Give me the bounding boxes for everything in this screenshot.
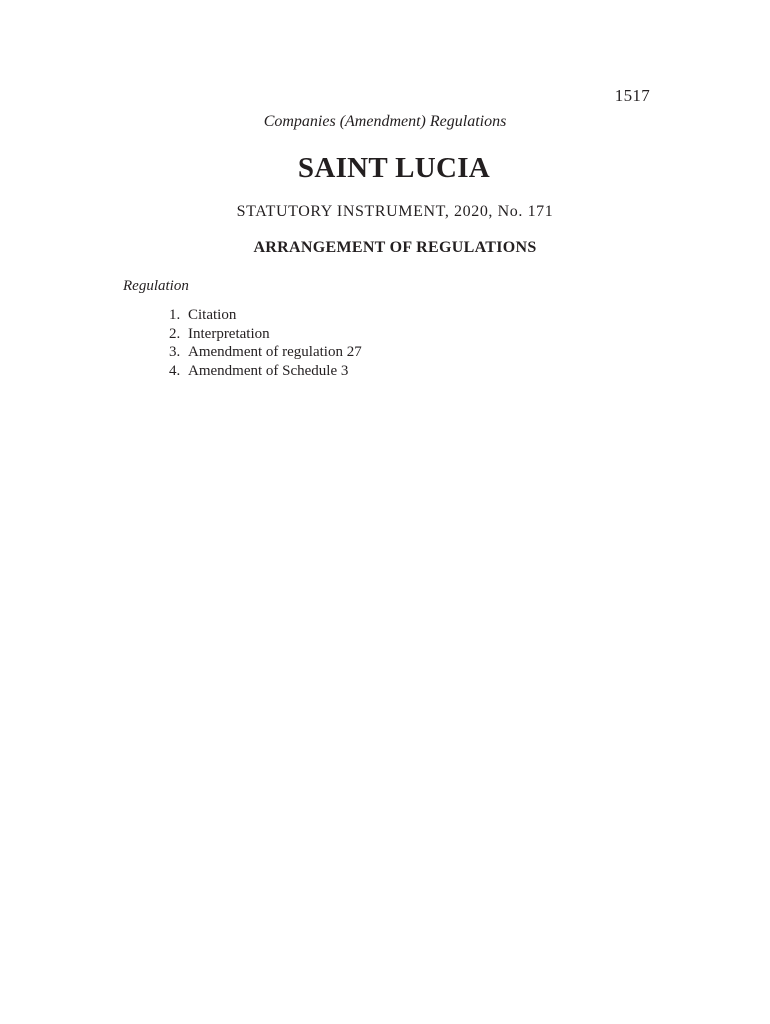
list-item <box>169 362 362 381</box>
regulation-title: Interpretation <box>188 325 270 342</box>
regulation-column-label: Regulation <box>123 278 189 294</box>
regulation-number: 3. <box>169 344 181 360</box>
list-item <box>169 325 362 344</box>
document-title: SAINT LUCIA <box>297 152 491 184</box>
regulation-title: Amendment of Schedule 3 <box>188 362 349 379</box>
regulation-title: Citation <box>188 307 237 323</box>
list-item <box>169 343 362 362</box>
regulation-number: 1. <box>169 307 181 323</box>
page-number: 1517 <box>614 86 650 105</box>
list-item <box>169 306 362 325</box>
regulation-number: 2. <box>169 325 181 342</box>
regulation-number: 4. <box>169 362 181 379</box>
running-head: Companies (Amendment) Regulations <box>263 113 507 130</box>
regulations-list <box>169 306 362 380</box>
statutory-instrument-number: STATUTORY INSTRUMENT, 2020, No. 171 <box>236 203 554 220</box>
arrangement-heading: ARRANGEMENT OF REGULATIONS <box>253 239 537 256</box>
regulation-title: Amendment of regulation 27 <box>188 344 362 360</box>
